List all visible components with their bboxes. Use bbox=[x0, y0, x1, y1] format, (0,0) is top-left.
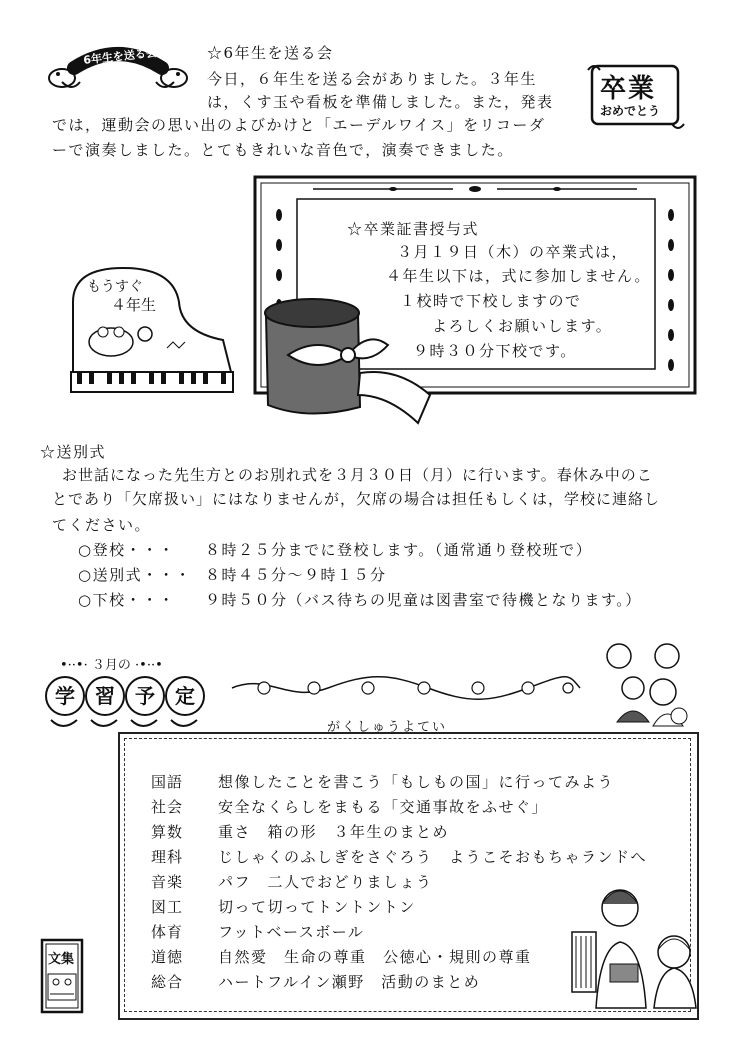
schedule-label-arrive: ○登校・・・ bbox=[78, 541, 176, 559]
plan-title-char-1: 学 bbox=[45, 676, 85, 716]
subject-row-japanese bbox=[151, 767, 671, 789]
subject-name-math: 算数 bbox=[151, 823, 184, 841]
piano-badge-line-1: もうすぐ bbox=[87, 279, 143, 295]
subject-topic-japanese: 想像したことを書こう「もしもの国」に行ってみよう bbox=[218, 773, 615, 791]
schedule-time-ceremony: ８時４５分〜９時１５分 bbox=[205, 566, 387, 584]
plan-month-dots-right: ·•··• bbox=[135, 658, 163, 673]
subject-name-science: 理科 bbox=[151, 848, 184, 866]
subject-name-music: 音楽 bbox=[151, 873, 184, 891]
schedule-label-ceremony: ○送別式・・・ bbox=[78, 566, 192, 584]
schedule-time-leave: ９時５０分（バス待ちの児童は図書室で待機となります。） bbox=[205, 591, 642, 609]
send-off-line-2: とであり「欠席扱い」にはなりませんが，欠席の場合は担任もしくは，学校に連絡し bbox=[52, 490, 661, 508]
send-off-line-3: てください。 bbox=[52, 516, 152, 534]
subject-topic-science: じしゃくのふしぎをさぐろう ようこそおもちゃランドへ bbox=[218, 848, 648, 866]
farewell-line-4: ーで演奏しました。とてもきれいな音色で，演奏できました。 bbox=[52, 141, 514, 159]
schedule-label-leave: ○下校・・・ bbox=[78, 591, 176, 609]
anthology-book-label: 文集 bbox=[48, 952, 75, 967]
plan-month-dots-left: •··•· bbox=[60, 658, 88, 673]
plan-title-feet bbox=[45, 716, 210, 732]
anthology-book bbox=[38, 938, 88, 1016]
congrats-line-2: おめでとう bbox=[600, 104, 661, 118]
subject-name-social: 社会 bbox=[151, 798, 184, 816]
subject-topic-integrated: ハートフルイン瀬野 活動のまとめ bbox=[218, 973, 481, 991]
subject-topic-moral: 自然愛 生命の尊重 公徳心・規則の尊重 bbox=[218, 948, 532, 966]
subject-name-integrated: 総合 bbox=[151, 973, 184, 991]
plan-title-char-4: 定 bbox=[165, 676, 205, 716]
send-off-line-1: お世話になった先生方とのお別れ式を３月３０日（月）に行います。春休み中のこ bbox=[62, 466, 653, 484]
graduation-line-4: よろしくお願いします。 bbox=[432, 317, 613, 335]
congrats-line-1: 卒業 bbox=[600, 74, 657, 104]
graduation-line-5: ９時３０分下校です。 bbox=[413, 342, 577, 360]
subject-name-moral: 道徳 bbox=[151, 948, 184, 966]
plan-subtitle: がくしゅうよてい bbox=[327, 720, 448, 735]
flower-garland-art bbox=[228, 673, 583, 703]
congrats-sign bbox=[586, 62, 686, 132]
piano-badge bbox=[63, 262, 235, 394]
subject-topic-music: パフ 二人でおどりましょう bbox=[218, 873, 433, 891]
teacher-reading-art bbox=[570, 880, 702, 1010]
graduation-heading: ☆卒業証書授与式 bbox=[347, 220, 480, 238]
subject-row-math bbox=[151, 817, 671, 839]
graduation-line-3: １校時で下校しますので bbox=[400, 292, 582, 310]
subject-topic-math: 重さ 箱の形 ３年生のまとめ bbox=[218, 823, 450, 841]
flower-garland bbox=[228, 673, 583, 703]
farewell-line-2: は，くす玉や看板を準備しました。また，発表 bbox=[207, 93, 554, 111]
subject-topic-social: 安全なくらしをまもる「交通事故をふせぐ」 bbox=[218, 798, 549, 816]
graduation-line-2: ４年生以下は，式に参加しません。 bbox=[386, 267, 651, 285]
farewell-heading: ☆6年生を送る会 bbox=[207, 44, 334, 62]
farewell-line-1: 今日，６年生を送る会がありました。３年生 bbox=[207, 70, 538, 88]
teacher-reading-illustration bbox=[570, 880, 702, 1010]
graduation-line-1: ３月１９日（木）の卒業式は， bbox=[397, 243, 629, 261]
subject-topic-art: 切って切ってトントントン bbox=[218, 898, 416, 916]
piano-badge-line-2: ４年生 bbox=[111, 296, 157, 314]
subject-name-art: 図工 bbox=[151, 898, 184, 916]
farewell-badge bbox=[48, 38, 188, 98]
schedule-time-arrive: ８時２５分までに登校します。（通常通り登校班で） bbox=[205, 541, 593, 559]
plan-title-badges bbox=[45, 676, 210, 732]
plan-title-char-3: 予 bbox=[125, 676, 165, 716]
subject-topic-pe: フットベースボール bbox=[218, 923, 365, 941]
subject-row-science bbox=[151, 842, 671, 864]
subject-name-japanese: 国語 bbox=[151, 773, 184, 791]
subject-name-pe: 体育 bbox=[151, 923, 184, 941]
hina-dolls-art bbox=[597, 636, 692, 731]
hina-dolls-illustration bbox=[597, 636, 692, 731]
plan-month-label bbox=[60, 654, 163, 673]
farewell-line-3: では，運動会の思い出のよびかけと「エーデルワイス」をリコーダ bbox=[52, 116, 546, 134]
subject-row-social bbox=[151, 792, 671, 814]
plan-month-text: ３月の bbox=[91, 658, 131, 673]
send-off-heading: ☆送別式 bbox=[40, 443, 107, 461]
plan-title-char-2: 習 bbox=[85, 676, 125, 716]
farewell-badge-art bbox=[48, 38, 188, 98]
farewell-badge-text: 6年生を送る会 bbox=[82, 46, 158, 67]
